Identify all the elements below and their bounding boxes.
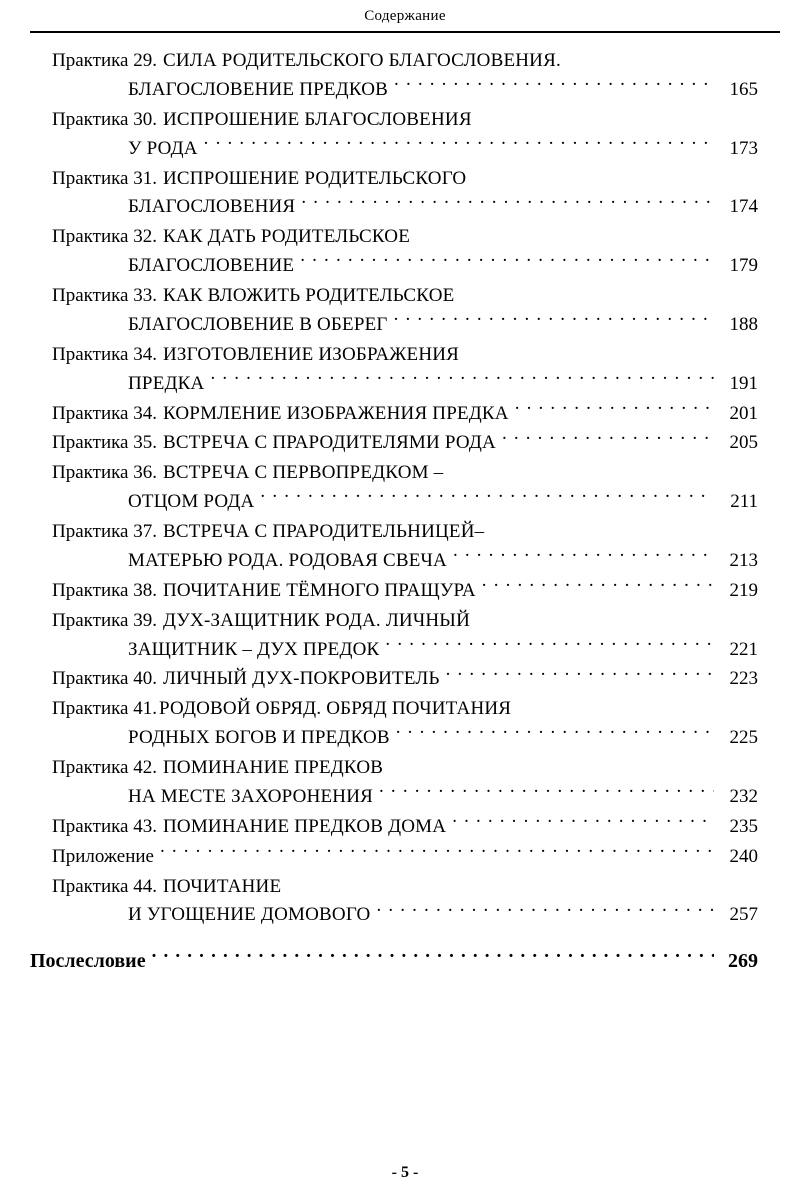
toc-entry-title-line1: ВСТРЕЧА С ПЕРВОПРЕДКОМ –	[162, 462, 444, 484]
toc-entry[interactable]	[52, 429, 758, 458]
toc-entry-page: 174	[729, 196, 758, 218]
toc-entry-label: Практика 36.	[52, 462, 157, 484]
leader-dots	[160, 846, 714, 862]
toc-entry-title-line2: БЛАГОСЛОВЕНИЯ	[128, 196, 296, 218]
toc-entry-title-line2: МАТЕРЬЮ РОДА. РОДОВАЯ СВЕЧА	[128, 549, 447, 571]
afterword-page: 269	[728, 950, 758, 973]
leader-dots	[452, 816, 714, 832]
toc-entry[interactable]	[52, 400, 758, 429]
toc-entry-page: 173	[729, 137, 758, 159]
toc-entry-title-line2: ОТЦОМ РОДА	[128, 491, 255, 513]
toc-entry-title-line2: БЛАГОСЛОВЕНИЕ В ОБЕРЕГ	[128, 313, 388, 335]
toc-entry-label: Практика 37.	[52, 521, 157, 542]
toc-entry-label: Практика 29.	[52, 50, 157, 71]
toc-entry-label: Практика 34.	[52, 402, 157, 424]
toc-entry-title-line1: ЛИЧНЫЙ ДУХ-ПОКРОВИТЕЛЬ	[162, 668, 440, 690]
toc-entry-title-line1: ИЗГОТОВЛЕНИЕ ИЗОБРАЖЕНИЯ	[162, 343, 460, 365]
toc-entry-page: 232	[729, 785, 758, 807]
toc-entry[interactable]	[52, 341, 758, 399]
toc-entry-title-line1: ИСПРОШЕНИЕ БЛАГОСЛОВЕНИЯ	[162, 108, 472, 130]
toc-entry-title-line1: ИСПРОШЕНИЕ РОДИТЕЛЬСКОГО	[162, 167, 467, 189]
toc-entry-label: Практика 40.	[52, 668, 157, 690]
afterword-label: Послесловие	[30, 950, 146, 973]
toc-entry-page: 191	[729, 372, 758, 394]
toc-entry-page: 205	[729, 432, 758, 454]
leader-dots	[396, 727, 714, 743]
toc-entry-title-line2: РОДНЫХ БОГОВ И ПРЕДКОВ	[128, 727, 390, 749]
toc-entry[interactable]	[52, 165, 758, 223]
toc-entry-title-line1: КАК ВЛОЖИТЬ РОДИТЕЛЬСКОЕ	[162, 285, 455, 306]
toc-entry-page: 219	[729, 579, 758, 601]
leader-dots	[385, 639, 714, 655]
toc-entry-title-line1: ПОЧИТАНИЕ	[162, 875, 282, 897]
toc-entry-page: 165	[729, 78, 758, 100]
leader-dots	[515, 403, 714, 419]
page-folio: - 5 -	[391, 1164, 419, 1181]
toc-entry-label: Практика 35.	[52, 432, 157, 454]
toc-entry-label: Практика 41.	[52, 698, 157, 720]
toc-entry-title-line1: ВСТРЕЧА С ПРАРОДИТЕЛЬНИЦЕЙ–	[162, 521, 485, 542]
toc-entry-page: 235	[729, 815, 758, 837]
toc-entry[interactable]	[52, 459, 758, 517]
toc-entry-afterword[interactable]	[30, 946, 758, 976]
leader-dots	[502, 432, 714, 448]
table-of-contents	[52, 47, 758, 930]
toc-entry-page: 240	[729, 845, 758, 867]
toc-entry-title-line1: СИЛА РОДИТЕЛЬСКОГО БЛАГОСЛОВЕНИЯ.	[162, 50, 561, 71]
toc-entry-page: 213	[729, 549, 758, 571]
toc-entry-page: 211	[730, 491, 758, 513]
toc-entry-label: Практика 34.	[52, 343, 157, 365]
leader-dots	[453, 550, 714, 566]
toc-entry[interactable]	[52, 518, 758, 576]
toc-entry-label: Практика 43.	[52, 815, 157, 837]
running-head: Содержание	[364, 8, 446, 24]
toc-entry[interactable]	[52, 813, 758, 842]
toc-entry-title-line1: РОДОВОЙ ОБРЯД. ОБРЯД ПОЧИТАНИЯ	[158, 698, 512, 720]
toc-entry[interactable]	[52, 106, 758, 164]
leader-dots	[210, 373, 714, 389]
leader-dots	[394, 79, 714, 95]
toc-entry-label: Практика 38.	[52, 579, 157, 601]
toc-entry-title-line1: КАК ДАТЬ РОДИТЕЛЬСКОЕ	[162, 226, 411, 248]
toc-entry-label: Практика 44.	[52, 875, 157, 897]
toc-entry-title-line2: БЛАГОСЛОВЕНИЕ	[128, 255, 295, 277]
toc-entry[interactable]	[52, 695, 758, 753]
toc-entry-title-line1: ПОМИНАНИЕ ПРЕДКОВ	[162, 757, 384, 778]
toc-entry-title-line1: ПОМИНАНИЕ ПРЕДКОВ ДОМА	[162, 815, 447, 837]
toc-entry[interactable]	[52, 754, 758, 812]
toc-entry-label: Практика 30.	[52, 108, 157, 130]
toc-entry-page: 179	[729, 255, 758, 277]
toc-entry[interactable]	[52, 843, 758, 872]
leader-dots	[379, 786, 714, 802]
toc-entry[interactable]	[52, 607, 758, 665]
toc-entry-label: Приложение	[52, 845, 154, 867]
toc-entry-title-line2: ПРЕДКА	[128, 372, 205, 394]
toc-entry-page: 225	[729, 727, 758, 749]
toc-entry[interactable]	[52, 223, 758, 281]
toc-entry-page: 257	[729, 904, 758, 926]
toc-entry-title-line1: ДУХ-ЗАЩИТНИК РОДА. ЛИЧНЫЙ	[162, 609, 470, 631]
toc-entry-title-line1: ВСТРЕЧА С ПРАРОДИТЕЛЯМИ РОДА	[162, 432, 496, 454]
leader-dots	[482, 580, 714, 596]
toc-entry-label: Практика 39.	[52, 609, 157, 631]
toc-entry-title-line2: У РОДА	[128, 137, 198, 159]
header-rule	[30, 31, 780, 33]
leader-dots	[446, 668, 714, 684]
toc-entry[interactable]	[52, 873, 758, 931]
toc-entry-label: Практика 42.	[52, 757, 157, 778]
toc-entry-title-line1: ПОЧИТАНИЕ ТЁМНОГО ПРАЩУРА	[162, 579, 476, 601]
leader-dots	[300, 255, 714, 271]
leader-dots	[152, 951, 714, 967]
toc-entry-title-line2: НА МЕСТЕ ЗАХОРОНЕНИЯ	[128, 785, 374, 807]
toc-entry[interactable]	[52, 282, 758, 340]
toc-entry[interactable]	[52, 47, 758, 105]
leader-dots	[204, 138, 714, 154]
toc-entry-title-line2: И УГОЩЕНИЕ ДОМОВОГО	[128, 904, 371, 926]
toc-entry[interactable]	[52, 577, 758, 606]
toc-entry-page: 201	[729, 402, 758, 424]
toc-entry-title-line2: ЗАЩИТНИК – ДУХ ПРЕДОК	[128, 638, 380, 660]
leader-dots	[376, 904, 714, 920]
toc-entry-title-line2: БЛАГОСЛОВЕНИЕ ПРЕДКОВ	[128, 78, 389, 100]
toc-entry[interactable]	[52, 665, 758, 694]
leader-dots	[301, 196, 714, 212]
toc-entry-page: 188	[729, 313, 758, 335]
leader-dots	[260, 491, 714, 507]
toc-entry-label: Практика 33.	[52, 285, 157, 306]
leader-dots	[394, 314, 714, 330]
toc-entry-label: Практика 32.	[52, 226, 157, 248]
toc-entry-label: Практика 31.	[52, 167, 157, 189]
toc-entry-page: 223	[729, 668, 758, 690]
toc-entry-page: 221	[729, 638, 758, 660]
toc-entry-title-line1: КОРМЛЕНИЕ ИЗОБРАЖЕНИЯ ПРЕДКА	[162, 402, 509, 424]
